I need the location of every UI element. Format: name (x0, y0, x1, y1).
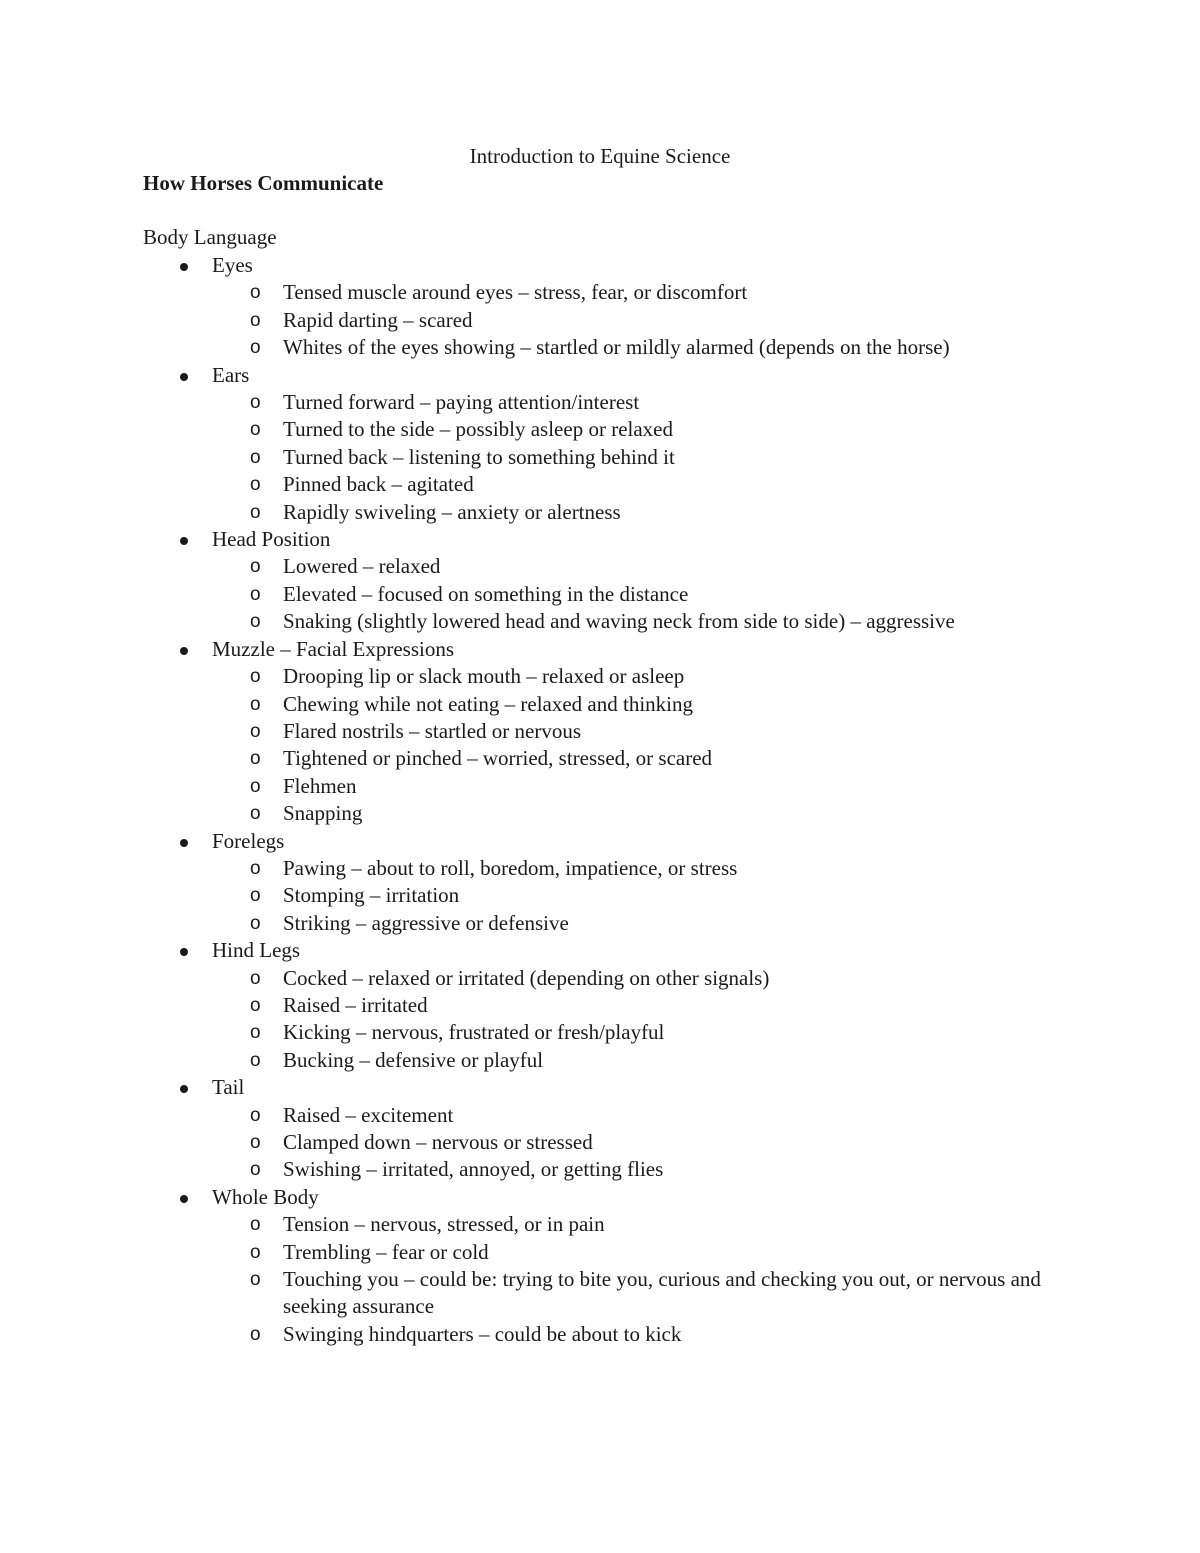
circle-bullet-icon: o (250, 1241, 261, 1263)
category-item (143, 636, 1063, 828)
circle-bullet-icon: o (250, 857, 261, 879)
circle-bullet-icon: o (250, 282, 261, 304)
list-item (212, 882, 1063, 909)
list-item (212, 910, 1063, 937)
document-title: Introduction to Equine Science (469, 144, 731, 168)
list-item (212, 718, 1063, 745)
circle-bullet-icon: o (250, 666, 261, 688)
category-label: Tail (212, 1075, 245, 1100)
circle-bullet-icon: o (250, 1132, 261, 1153)
category-sublist (212, 855, 1063, 937)
list-item-text: Swishing – irritated, annoyed, or getting flies (283, 1157, 664, 1182)
category-label: Eyes (212, 253, 253, 277)
list-item (212, 1211, 1063, 1238)
list-item-text: Trembling – fear or cold (283, 1239, 489, 1264)
list-item-text: Touching you – could be: trying to bite you, curious and checking you out, or nervous and seeking assurance (283, 1267, 1041, 1319)
category-sublist (212, 279, 1063, 361)
bullet-dot-icon (180, 373, 188, 381)
circle-bullet-icon: o (250, 1269, 261, 1291)
bullet-dot-icon (180, 1085, 188, 1093)
circle-bullet-icon: o (250, 693, 261, 715)
circle-bullet-icon: o (250, 309, 261, 331)
list-item (212, 1102, 1063, 1129)
list-item (212, 691, 1063, 718)
list-item (212, 1129, 1063, 1156)
body-language-list (143, 252, 1063, 1348)
bullet-dot-icon (180, 647, 188, 655)
category-item (143, 526, 1063, 636)
circle-bullet-icon: o (250, 337, 261, 359)
list-item (212, 965, 1063, 992)
list-item (212, 745, 1063, 772)
circle-bullet-icon: o (250, 1214, 261, 1236)
category-label: Hind Legs (212, 938, 301, 963)
circle-bullet-icon: o (250, 994, 261, 1016)
circle-bullet-icon: o (250, 803, 261, 825)
list-item-text: Tensed muscle around eyes – stress, fear, or discomfort (283, 280, 748, 305)
category-item (143, 937, 1063, 1074)
category-item (143, 828, 1063, 938)
category-item (143, 362, 1063, 526)
circle-bullet-icon: o (250, 720, 261, 742)
category-sublist (212, 1102, 1063, 1184)
list-item (212, 992, 1063, 1019)
category-item (143, 1074, 1063, 1184)
list-item-text: Bucking – defensive or playful (283, 1047, 544, 1072)
list-item (212, 416, 1063, 443)
list-item-text: Tension – nervous, stressed, or in pain (283, 1212, 605, 1237)
list-item (212, 553, 1063, 580)
list-item-text: Whites of the eyes showing – startled or mildly alarmed (depends on the horse) (283, 335, 950, 360)
list-item (212, 279, 1063, 306)
bullet-dot-icon (180, 1195, 188, 1203)
circle-bullet-icon: o (250, 583, 261, 605)
list-item-text: Drooping lip or slack mouth – relaxed or asleep (283, 664, 685, 689)
list-item (212, 307, 1063, 334)
category-label: Whole Body (212, 1184, 319, 1209)
circle-bullet-icon: o (250, 885, 261, 907)
list-item-text: Striking – aggressive or defensive (283, 910, 569, 935)
list-item (212, 663, 1063, 690)
list-item-text: Snapping (283, 801, 363, 826)
circle-bullet-icon: o (250, 556, 261, 578)
bullet-dot-icon (180, 839, 188, 847)
circle-bullet-icon: o (250, 446, 261, 468)
circle-bullet-icon: o (250, 501, 261, 523)
list-item-text: Chewing while not eating – relaxed and thinking (283, 691, 693, 716)
list-item-text: Snaking (slightly lowered head and waving neck from side to side) – aggressive (283, 609, 955, 634)
list-item-text: Raised – irritated (283, 992, 428, 1017)
circle-bullet-icon: o (250, 1104, 261, 1126)
list-item-text: Rapidly swiveling – anxiety or alertness (283, 499, 621, 524)
list-item-text: Turned back – listening to something behind it (283, 444, 675, 469)
list-item-text: Turned to the side – possibly asleep or relaxed (283, 417, 673, 442)
circle-bullet-icon: o (250, 419, 261, 441)
list-item-text: Lowered – relaxed (283, 554, 441, 579)
circle-bullet-icon: o (250, 1022, 261, 1044)
circle-bullet-icon: o (250, 1323, 261, 1345)
list-item-text: Elevated – focused on something in the distance (283, 581, 689, 606)
list-item-text: Swinging hindquarters – could be about to kick (283, 1321, 682, 1346)
list-item (212, 1266, 1063, 1321)
list-item (212, 773, 1063, 800)
list-item-text: Turned forward – paying attention/interest (283, 390, 640, 415)
list-item (212, 499, 1063, 526)
category-sublist (212, 965, 1063, 1075)
category-label: Forelegs (212, 828, 285, 853)
circle-bullet-icon: o (250, 1159, 261, 1181)
circle-bullet-icon: o (250, 1049, 261, 1071)
list-item-text: Kicking – nervous, frustrated or fresh/playful (283, 1020, 665, 1045)
circle-bullet-icon: o (250, 748, 261, 770)
category-item (143, 1184, 1063, 1348)
list-item (212, 1019, 1063, 1046)
circle-bullet-icon: o (250, 912, 261, 934)
list-item (212, 1156, 1063, 1183)
bullet-dot-icon (180, 263, 188, 271)
list-item (212, 471, 1063, 498)
category-label: Head Position (212, 527, 331, 552)
list-item-text: Tightened or pinched – worried, stressed, or scared (283, 746, 713, 771)
list-item (212, 334, 1063, 361)
circle-bullet-icon: o (250, 775, 261, 797)
list-item (212, 855, 1063, 882)
list-item-text: Stomping – irritation (283, 883, 460, 908)
list-item-text: Pinned back – agitated (283, 472, 474, 497)
bullet-dot-icon (180, 537, 188, 545)
category-item (143, 252, 1063, 362)
list-item (212, 1047, 1063, 1074)
category-label: Ears (212, 362, 250, 387)
list-item-text: Cocked – relaxed or irritated (depending on other signals) (283, 965, 770, 990)
category-sublist (212, 553, 1063, 635)
section-heading: How Horses Communicate (143, 171, 384, 195)
circle-bullet-icon: o (250, 474, 261, 496)
list-item (212, 389, 1063, 416)
list-item (212, 608, 1063, 635)
category-sublist (212, 1211, 1063, 1348)
list-item (212, 800, 1063, 827)
list-item (212, 581, 1063, 608)
list-item-text: Rapid darting – scared (283, 307, 473, 332)
list-item-text: Pawing – about to roll, boredom, impatience, or stress (283, 855, 738, 880)
subsection-heading: Body Language (143, 225, 277, 249)
list-item-text: Raised – excitement (283, 1102, 454, 1127)
circle-bullet-icon: o (250, 392, 261, 414)
category-label: Muzzle – Facial Expressions (212, 636, 455, 661)
category-sublist (212, 389, 1063, 526)
list-item-text: Flehmen (283, 773, 357, 798)
circle-bullet-icon: o (250, 967, 261, 989)
list-item (212, 1239, 1063, 1266)
list-item (212, 1321, 1063, 1348)
list-item-text: Clamped down – nervous or stressed (283, 1130, 593, 1154)
list-item-text: Flared nostrils – startled or nervous (283, 718, 582, 743)
list-item (212, 444, 1063, 471)
circle-bullet-icon: o (250, 611, 261, 633)
category-sublist (212, 663, 1063, 827)
bullet-dot-icon (180, 948, 188, 956)
